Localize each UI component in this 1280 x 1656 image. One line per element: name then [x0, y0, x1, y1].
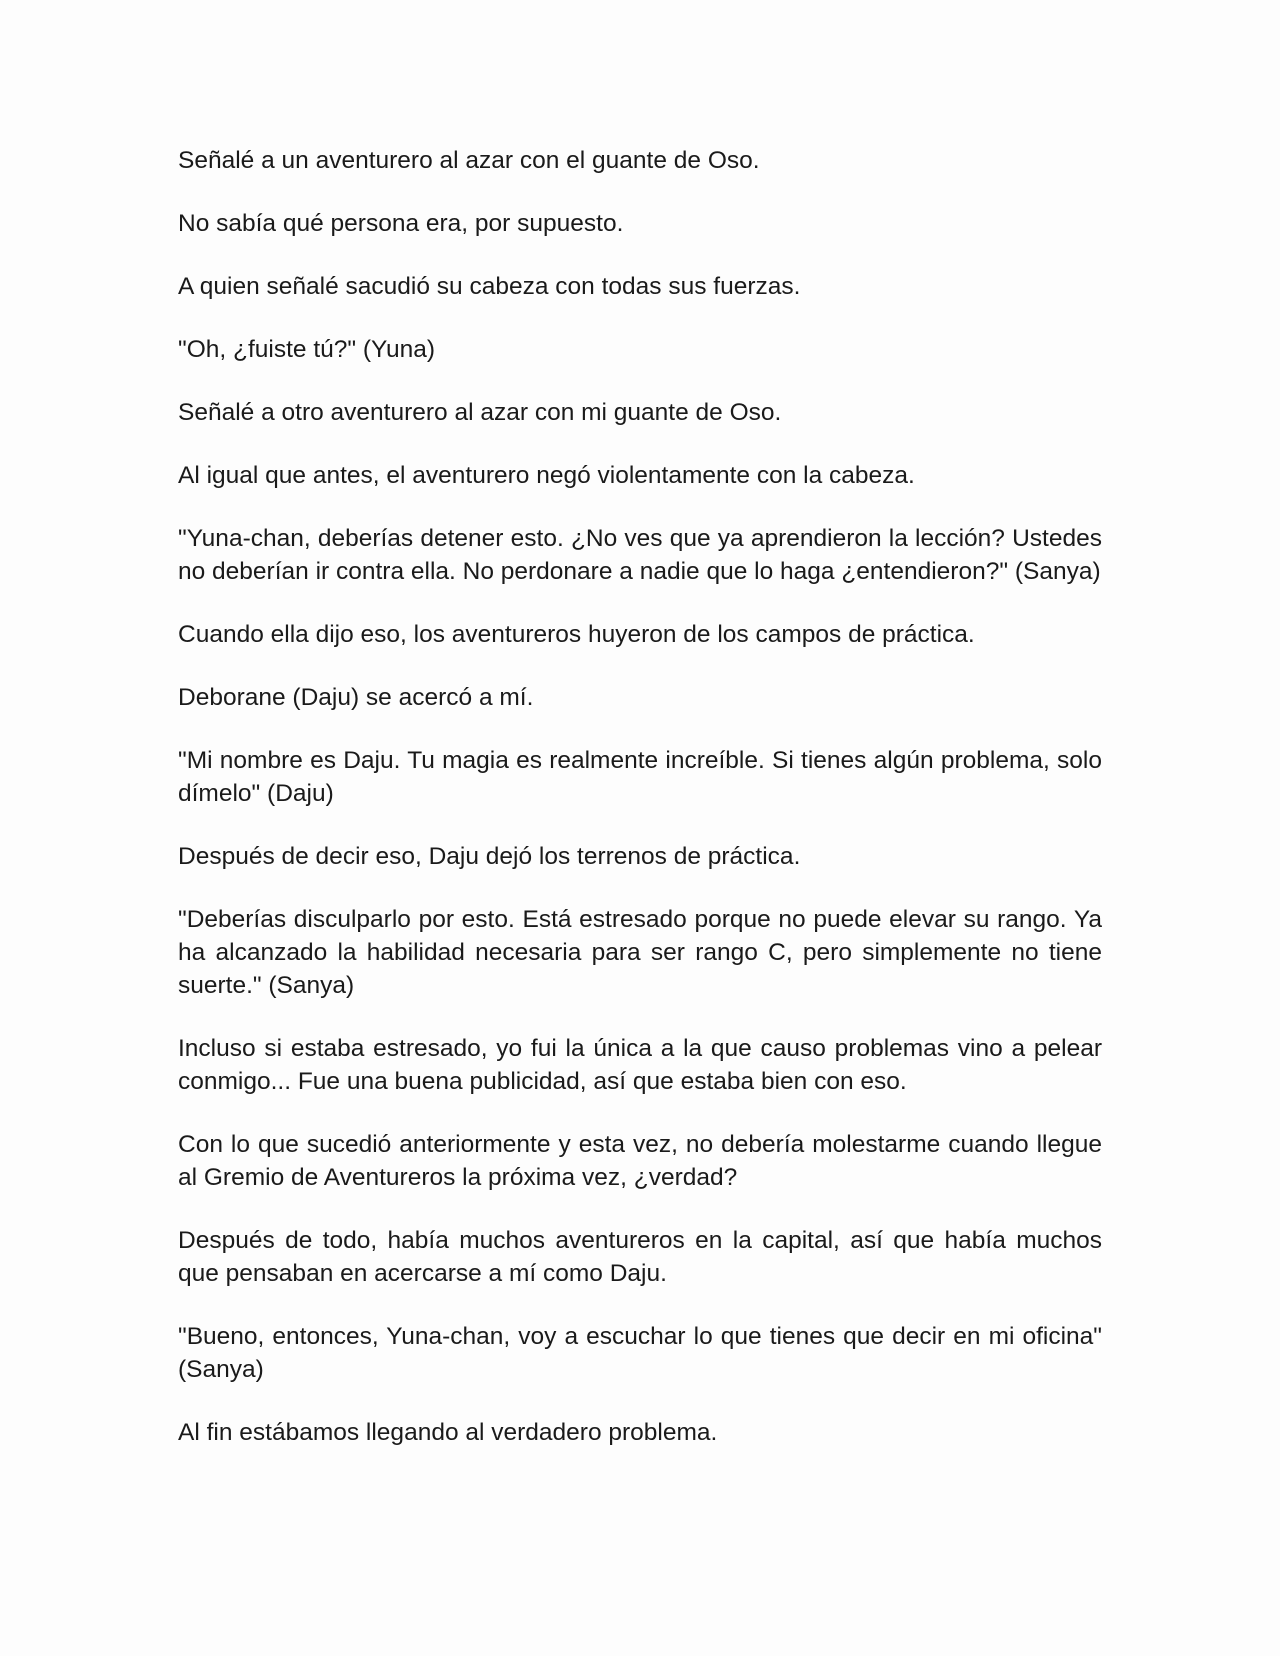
- paragraph: Con lo que sucedió anteriormente y esta vez, no debería molestarme cuando llegue al Gremio de Aventureros la próxima vez, ¿verdad?: [178, 1131, 1102, 1191]
- paragraph: Señalé a otro aventurero al azar con mi guante de Oso.: [178, 399, 782, 426]
- paragraph: Señalé a un aventurero al azar con el guante de Oso.: [178, 147, 760, 174]
- paragraph: Incluso si estaba estresado, yo fui la única a la que causo problemas vino a pelear conmigo... Fue una buena publicidad, así que estaba bien con eso.: [178, 1035, 1102, 1095]
- paragraph: "Oh, ¿fuiste tú?" (Yuna): [178, 336, 436, 363]
- paragraph: Deborane (Daju) se acercó a mí.: [178, 684, 534, 711]
- paragraph: Al igual que antes, el aventurero negó violentamente con la cabeza.: [178, 462, 915, 489]
- paragraph: No sabía qué persona era, por supuesto.: [178, 210, 624, 237]
- paragraph: Después de todo, había muchos aventureros en la capital, así que había muchos que pensaban en acercarse a mí como Daju.: [178, 1227, 1102, 1287]
- paragraph: A quien señalé sacudió su cabeza con todas sus fuerzas.: [178, 273, 801, 300]
- paragraph: Después de decir eso, Daju dejó los terrenos de práctica.: [178, 843, 801, 870]
- paragraph: Cuando ella dijo eso, los aventureros huyeron de los campos de práctica.: [178, 621, 975, 648]
- paragraph: "Deberías disculparlo por esto. Está estresado porque no puede elevar su rango. Ya ha alcanzado la habilidad necesaria para ser rango C, pero simplemente no tiene suerte." (Sanya): [178, 906, 1102, 999]
- paragraph: "Mi nombre es Daju. Tu magia es realmente increíble. Si tienes algún problema, solo dímelo" (Daju): [178, 747, 1102, 807]
- document-page: [178, 144, 1102, 1479]
- paragraph: "Yuna-chan, deberías detener esto. ¿No ves que ya aprendieron la lección? Ustedes no deberían ir contra ella. No perdonare a nadie que lo haga ¿entendieron?" (Sanya): [178, 525, 1102, 585]
- paragraph: Al fin estábamos llegando al verdadero problema.: [178, 1419, 718, 1446]
- paragraph: "Bueno, entonces, Yuna-chan, voy a escuchar lo que tienes que decir en mi oficina" (Sanya): [178, 1323, 1102, 1383]
